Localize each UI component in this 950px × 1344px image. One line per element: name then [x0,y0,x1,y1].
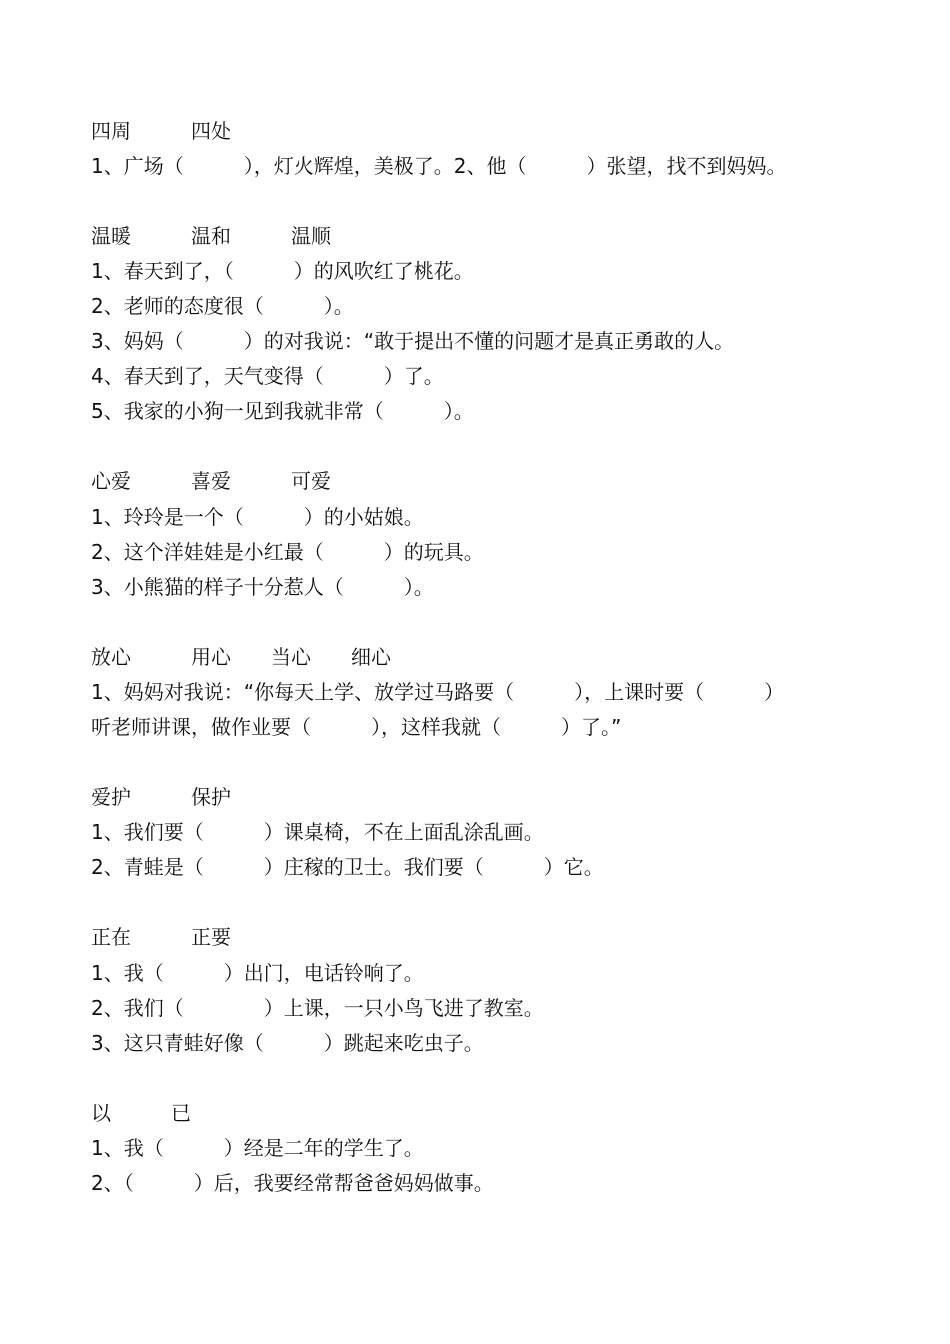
word-choices: 以 已 [91,1101,191,1125]
exercise-sentence: 1、春天到了，（ ）的风吹红了桃花。 [91,259,474,283]
exercise-sentence: 2、这个洋娃娃是小红最（ ）的玩具。 [91,540,484,564]
word-choices: 放心 用心 当心 细心 [91,645,391,669]
exercise-sentence: 2、（ ）后，我要经常帮爸爸妈妈做事。 [91,1171,494,1195]
word-choices: 温暖 温和 温顺 [91,224,331,248]
exercise-sentence: 3、妈妈（ ）的对我说：“敢于提出不懂的问题才是真正勇敢的人。 [91,329,735,353]
exercise-sentence: 4、春天到了，天气变得（ ）了。 [91,364,444,388]
exercise-sentence: 3、这只青蛙好像（ ）跳起来吃虫子。 [91,1031,484,1055]
exercise-sentence: 2、老师的态度很（ ）。 [91,294,354,318]
word-choices: 正在 正要 [91,925,231,949]
word-choices: 四周 四处 [91,119,231,143]
exercise-sentence-continued: 听老师讲课，做作业要（ ），这样我就（ ）了。” [91,715,622,739]
word-choices: 心爱 喜爱 可爱 [91,469,331,493]
exercise-sentence: 2、青蛙是（ ）庄稼的卫士。我们要（ ）它。 [91,855,604,879]
exercise-sentence: 1、我（ ）经是二年的学生了。 [91,1136,424,1160]
exercise-sentence: 3、小熊猫的样子十分惹人（ ）。 [91,575,434,599]
exercise-sentence: 1、妈妈对我说：“你每天上学、放学过马路要（ ），上课时要（ ） [91,680,785,704]
exercise-sentence: 2、我们（ ）上课，一只小鸟飞进了教室。 [91,996,544,1020]
exercise-sentence: 1、广场（ ），灯火辉煌，美极了。2、他（ ）张望，找不到妈妈。 [91,154,787,178]
word-choices: 爱护 保护 [91,785,231,809]
exercise-sentence: 1、我们要（ ）课桌椅，不在上面乱涂乱画。 [91,820,544,844]
exercise-sentence: 5、我家的小狗一见到我就非常（ ）。 [91,399,474,423]
exercise-sentence: 1、玲玲是一个（ ）的小姑娘。 [91,505,424,529]
exercise-sentence: 1、我（ ）出门，电话铃响了。 [91,961,424,985]
